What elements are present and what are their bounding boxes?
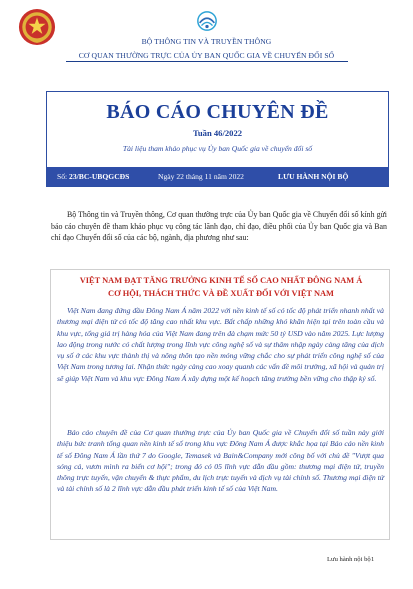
report-week: Tuần 46/2022: [192, 128, 243, 138]
highlight-paragraph-2: Báo cáo chuyên đề của Cơ quan thường trực của Ủy ban Quốc gia về Chuyển đổi số tuần này giới thiệu bức tranh tổng quan nền kinh tế số trong khu vực Đông Nam Á được khắc họa tại Báo cáo nền kinh tế số Đông Nam Á lần thứ 7 do Google, Temasek và Bain&Company mới công bố với chủ đề "Vượt qua sóng cả, vươn mình ra biển cơ hội"; trong đó có 05 lĩnh vực dẫn đầu gồm: thương mại điện tử, truyền thông trực tuyến, vận chuyển & thực phẩm, du lịch trực tuyến và dịch vụ tài chính số. Thương mại điện tử và tài chính số là 2 lĩnh vực dẫn đầu phát triển kinh tế số của Việt Nam.: [57, 428, 384, 494]
highlight-title-line1: VIỆT NAM ĐẠT TĂNG TRƯỞNG KINH TẾ SỐ CAO NHẤT ĐÔNG NAM Á: [79, 276, 363, 285]
highlight-paragraph-1: Việt Nam đang đứng đầu Đông Nam Á năm 2022 với nền kinh tế số có tốc độ phát triển nhanh nhất và thương mại điện tử có tốc độ tăng cao nhất khu vực. Bất chấp những khó khăn hiện tại trên toàn cầu và khu vực, tổng giá trị hàng hóa của Việt Nam đang trên đà chạm mức 50 tỷ USD vào năm 2025. Lực lượng lao động trong nước có chất lượng trong lĩnh vực công nghệ số và sự thâm nhập ngày càng tăng của dịch vụ số ở các khu vực thành thị và nông thôn tạo nền móng vững chắc cho sự phát triển công nghệ số của Việt Nam trong tương lai. Nhận thức ngày càng cao xoay quanh các vấn đề môi trường, xã hội và quản trị sẽ giúp Việt Nam và khu vực Đông Nam Á xây dựng một kế hoạch tăng trưởng bền vững cho thập kỷ số.: [57, 306, 384, 383]
distribution-label: LƯU HÀNH NỘI BỘ: [278, 172, 349, 181]
report-subtitle: Tài liệu tham khảo phục vụ Ủy ban Quốc gia về chuyển đổi số: [122, 144, 313, 153]
page-number: 1: [371, 556, 375, 563]
report-number: [57, 172, 129, 181]
report-meta-bar: [47, 167, 388, 186]
highlight-title-line2: CƠ HỘI, THÁCH THỨC VÀ ĐỀ XUẤT ĐỐI VỚI VIỆT NAM: [108, 288, 334, 298]
report-date: Ngày 22 tháng 11 năm 2022: [158, 172, 244, 181]
header-divider: [66, 61, 348, 62]
report-title: BÁO CÁO CHUYÊN ĐỀ: [106, 101, 329, 123]
agency-name: CƠ QUAN THƯỜNG TRỰC CỦA ỦY BAN QUỐC GIA VỀ CHUYỂN ĐỔI SỐ: [78, 51, 335, 60]
report-number-value: 23/BC-UBQGCĐS: [69, 172, 130, 181]
footer-label: Lưu hành nội bộ: [327, 556, 371, 563]
ministry-name: BỘ THÔNG TIN VÀ TRUYỀN THÔNG: [141, 37, 272, 46]
highlight-title: [58, 275, 384, 300]
intro-paragraph: Bộ Thông tin và Truyền thông, Cơ quan thường trực của Ủy ban Quốc gia về Chuyển đổi số kính gửi báo cáo chuyên đề tham khảo phục vụ công tác lãnh đạo, chỉ đạo, điều phối của Ủy ban Quốc gia và Ban chỉ đạo Chuyển đổi số của các bộ, ngành, địa phương như sau:: [51, 210, 387, 243]
report-number-label: Số:: [57, 172, 68, 181]
ministry-logo-icon: [196, 10, 218, 32]
